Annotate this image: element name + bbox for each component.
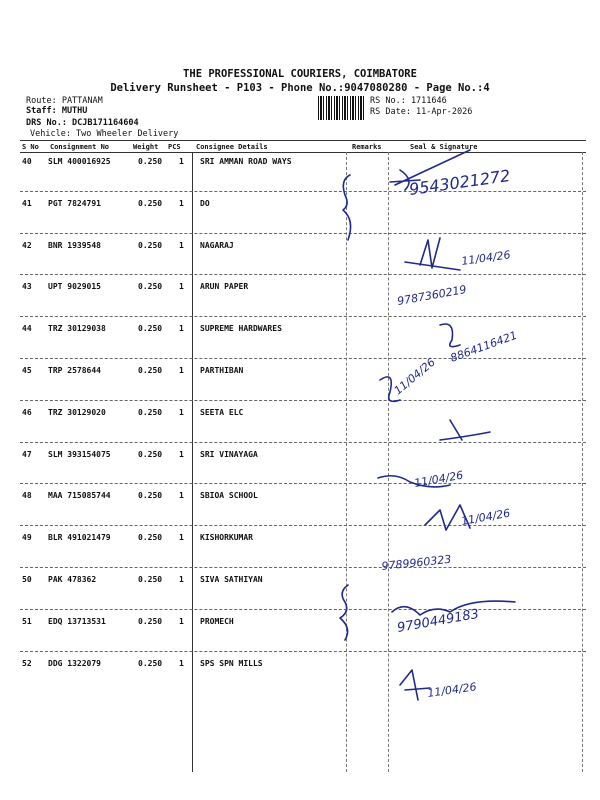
brace-mark-2 bbox=[340, 585, 348, 640]
row-consignment: TRZ 30129038 bbox=[48, 324, 106, 334]
row-sno: 52 bbox=[22, 658, 32, 668]
row-weight: 0.250 bbox=[138, 240, 163, 250]
row-consignee: DO bbox=[200, 198, 210, 208]
signature-scribble-3 bbox=[440, 324, 460, 347]
handwritten-note: 9789960323 bbox=[380, 552, 452, 573]
row-consignment: TRZ 30129020 bbox=[48, 407, 106, 417]
row-weight: 0.250 bbox=[138, 575, 163, 584]
row-pcs: 1 bbox=[179, 157, 184, 166]
row-sno: 40 bbox=[22, 157, 32, 166]
row-consignment: DDG 1322079 bbox=[48, 658, 101, 668]
col-header-weight: Weight bbox=[133, 143, 159, 151]
row-pcs: 1 bbox=[179, 366, 184, 375]
col-header-remarks: Remarks bbox=[352, 143, 382, 151]
row-consignee: SPS SPN MILLS bbox=[200, 658, 263, 668]
row-pcs: 1 bbox=[179, 449, 184, 459]
row-pcs: 1 bbox=[179, 407, 184, 417]
col-header-seal: Seal & Signature bbox=[410, 143, 478, 151]
col-header-details: Consignee Details bbox=[196, 143, 268, 151]
row-weight: 0.250 bbox=[138, 616, 163, 626]
row-pcs: 1 bbox=[179, 282, 184, 292]
handwritten-note: 11/04/26 bbox=[426, 680, 478, 700]
row-consignee: SRI AMMAN ROAD WAYS bbox=[200, 157, 292, 166]
row-consignee: SRI VINAYAGA bbox=[200, 449, 258, 459]
row-sno: 44 bbox=[22, 324, 32, 334]
row-consignee: ARUN PAPER bbox=[200, 282, 249, 292]
vehicle-label: Vehicle: Two Wheeler Delivery bbox=[30, 129, 179, 139]
row-weight: 0.250 bbox=[138, 157, 163, 166]
handwritten-note: 9790449183 bbox=[396, 606, 481, 636]
page-title: THE PROFESSIONAL COURIERS, COIMBATORE bbox=[183, 68, 417, 80]
row-pcs: 1 bbox=[179, 616, 184, 626]
row-consignment: TRP 2578644 bbox=[48, 366, 101, 375]
handwritten-note: 9787360219 bbox=[396, 282, 468, 308]
row-sno: 48 bbox=[22, 491, 32, 501]
col-header-consignment: Consignment No bbox=[50, 143, 110, 151]
row-pcs: 1 bbox=[179, 491, 184, 501]
row-sno: 42 bbox=[22, 240, 32, 250]
row-pcs: 1 bbox=[179, 240, 184, 250]
row-sno: 41 bbox=[22, 198, 32, 208]
signature-scribble-2 bbox=[405, 238, 460, 270]
signature-scribble-5 bbox=[440, 420, 490, 440]
row-consignee: SIVA SATHIYAN bbox=[200, 575, 263, 584]
row-sno: 45 bbox=[22, 366, 32, 375]
row-sno: 50 bbox=[22, 575, 32, 584]
row-consignment: BLR 491021479 bbox=[48, 533, 111, 543]
row-weight: 0.250 bbox=[138, 449, 163, 459]
row-sno: 46 bbox=[22, 407, 32, 417]
row-pcs: 1 bbox=[179, 575, 184, 584]
row-weight: 0.250 bbox=[138, 658, 163, 668]
row-weight: 0.250 bbox=[138, 366, 163, 375]
row-weight: 0.250 bbox=[138, 324, 163, 334]
page-subtitle: Delivery Runsheet - P103 - Phone No.:9047080280 - Page No.:4 bbox=[110, 82, 490, 94]
row-consignment: UPT 9029015 bbox=[48, 282, 101, 292]
row-pcs: 1 bbox=[179, 324, 184, 334]
row-sno: 51 bbox=[22, 616, 32, 626]
row-consignment: EDQ 13713531 bbox=[48, 616, 106, 626]
col-header-sno: S No bbox=[22, 143, 39, 151]
row-weight: 0.250 bbox=[138, 533, 163, 543]
row-sno: 43 bbox=[22, 282, 32, 292]
signature-scribble-9 bbox=[400, 670, 430, 700]
handwritten-note: 11/04/26 bbox=[413, 468, 465, 490]
row-weight: 0.250 bbox=[138, 198, 163, 208]
row-consignee: SUPREME HARDWARES bbox=[200, 324, 282, 334]
handwritten-note: 8864116421 bbox=[448, 328, 519, 365]
row-pcs: 1 bbox=[179, 533, 184, 543]
row-consignment: MAA 715085744 bbox=[48, 491, 111, 501]
row-consignment: SLM 400016925 bbox=[48, 157, 111, 166]
route-label: Route: PATTANAM bbox=[26, 96, 103, 106]
row-consignee: NAGARAJ bbox=[200, 240, 234, 250]
row-consignee: PARTHIBAN bbox=[200, 366, 244, 375]
handwritten-note: 11/04/26 bbox=[391, 355, 438, 398]
row-consignee: KISHORKUMAR bbox=[200, 533, 253, 543]
rs-date: RS Date: 11-Apr-2026 bbox=[370, 107, 473, 117]
row-consignee: SEETA ELC bbox=[200, 407, 244, 417]
row-consignment: BNR 1939548 bbox=[48, 240, 101, 250]
row-sno: 49 bbox=[22, 533, 32, 543]
row-consignee: SBIOA SCHOOL bbox=[200, 491, 258, 501]
drs-number: DRS No.: DCJB171164604 bbox=[26, 118, 139, 128]
row-weight: 0.250 bbox=[138, 407, 163, 417]
handwritten-note: 11/04/26 bbox=[460, 506, 512, 528]
row-pcs: 1 bbox=[179, 198, 184, 208]
row-weight: 0.250 bbox=[138, 282, 163, 292]
row-sno: 47 bbox=[22, 449, 32, 459]
row-consignment: SLM 393154075 bbox=[48, 449, 111, 459]
handwritten-note: 9543021272 bbox=[407, 165, 512, 199]
row-pcs: 1 bbox=[179, 658, 184, 668]
handwritten-note: 11/04/26 bbox=[460, 248, 512, 268]
row-weight: 0.250 bbox=[138, 491, 163, 501]
staff-label: Staff: MUTHU bbox=[26, 106, 88, 116]
row-consignee: PROMECH bbox=[200, 616, 234, 626]
row-consignment: PGT 7824791 bbox=[48, 198, 101, 208]
rs-number: RS No.: 1711646 bbox=[370, 96, 447, 106]
col-header-pcs: PCS bbox=[168, 143, 181, 151]
brace-mark-1 bbox=[343, 175, 351, 240]
row-consignment: PAK 478362 bbox=[48, 575, 97, 584]
